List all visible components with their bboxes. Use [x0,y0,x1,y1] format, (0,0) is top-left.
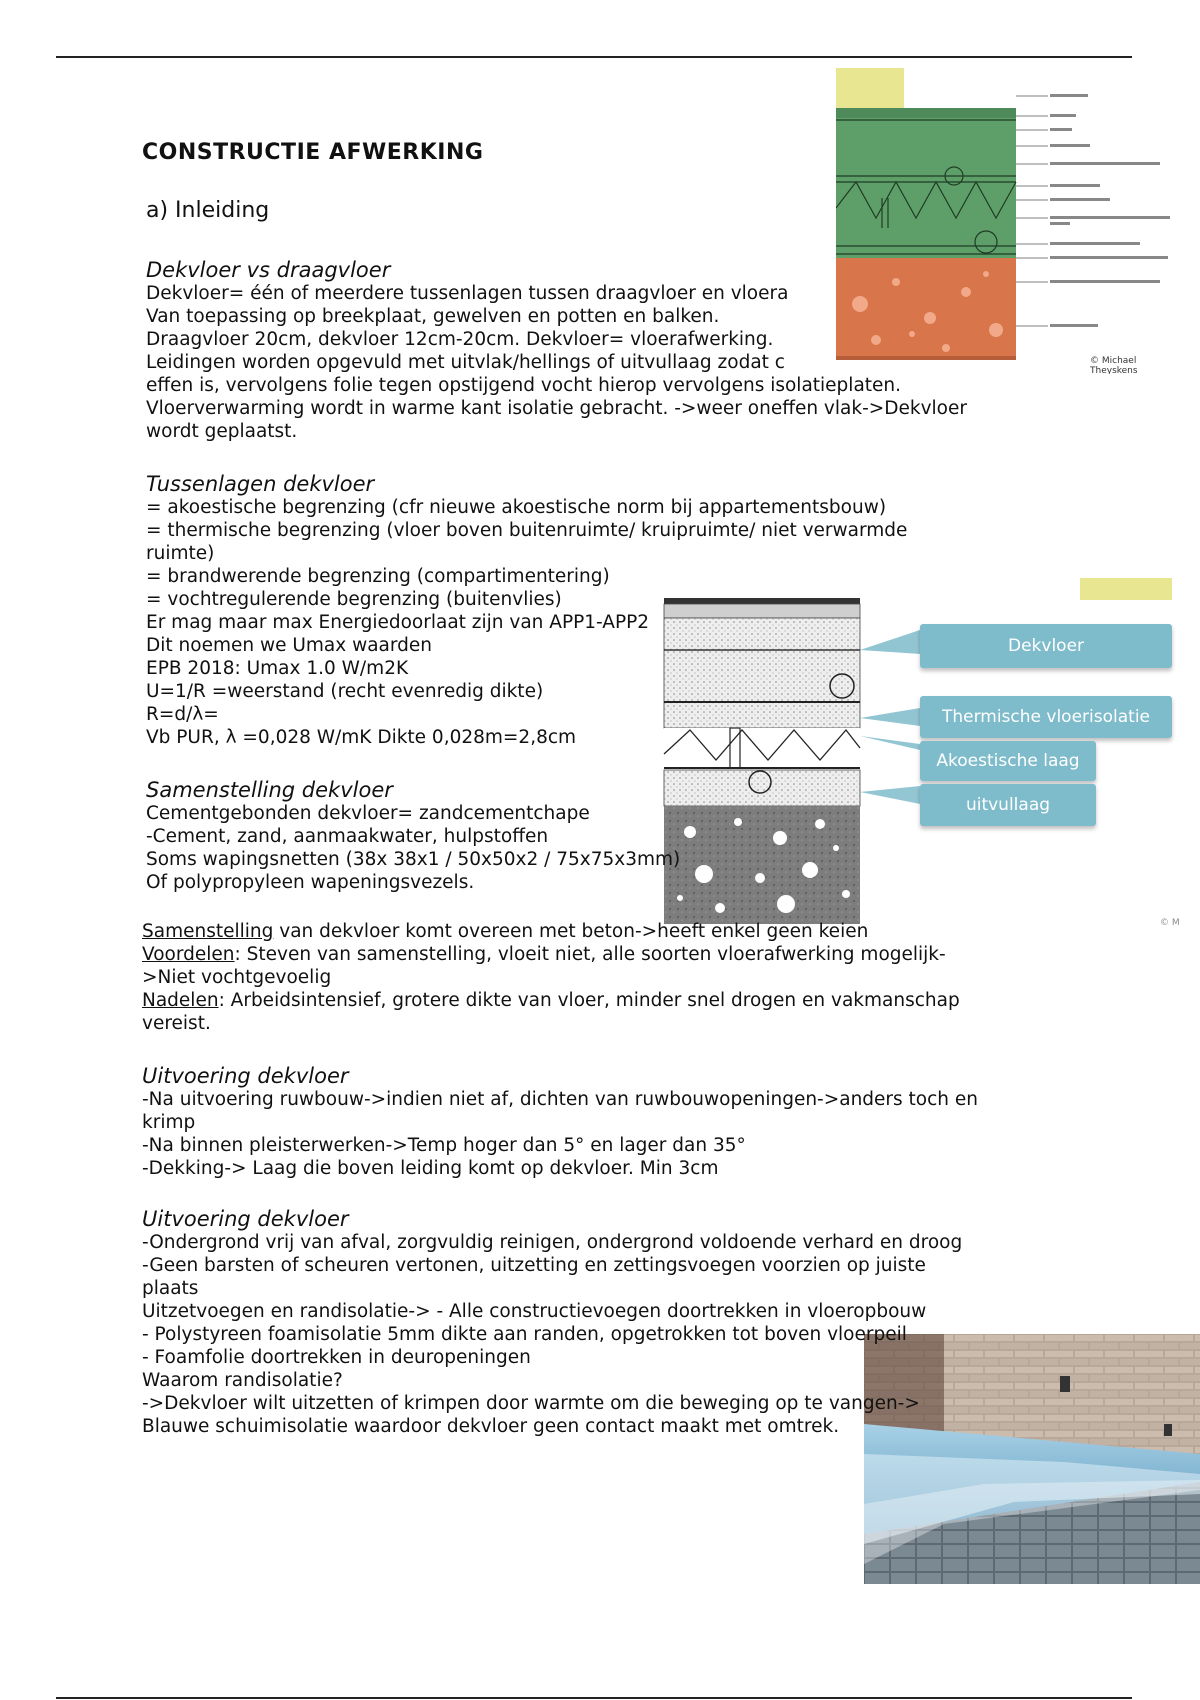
nadelen-line [142,989,960,1012]
text-line: Vb PUR, λ =0,028 W/mK Dikte 0,028m=2,8cm [146,727,577,748]
text-line: Van toepassing op breekplaat, gewelven en potten en balken. [146,306,720,327]
text-line: Vloerverwarming wordt in warme kant isolatie gebracht. ->weer oneffen vlak->Dekvloer [146,398,967,419]
green-layer [836,118,1016,258]
nadelen-text: : Arbeidsintensief, grotere dikte van vloer, minder snel drogen en vakmanschap [218,990,960,1011]
text-line: Of polypropyleen wapeningsvezels. [146,872,475,893]
callout-dekvloer: Dekvloer [920,624,1172,668]
bottom-rule [56,1697,1132,1699]
text-line: Cementgebonden dekvloer= zandcementchape [146,803,590,824]
text-line: Blauwe schuimisolatie waardoor dekvloer geen contact maakt met omtrek. [142,1416,840,1437]
text-line: R=d/λ= [146,704,219,725]
document-title: CONSTRUCTIE AFWERKING [142,140,484,165]
text-line: Uitzetvoegen en randisolatie-> - Alle constructievoegen doortrekken in vloeropbouw [142,1301,927,1322]
text-line: >Niet vochtgevoelig [142,967,332,988]
text-line: -Cement, zand, aanmaakwater, hulpstoffen [146,826,549,847]
callout-akoestische-laag: Akoestische laag [920,741,1096,781]
text-line: krimp [142,1112,196,1133]
text-line: -Na uitvoering ruwbouw->indien niet af, dichten van ruwbouwopeningen->anders toch en [142,1089,978,1110]
text-line: - Foamfolie doortrekken in deuropeningen [142,1347,531,1368]
section-uitvoering-2 [142,1207,962,1438]
text-line: -Dekking-> Laag die boven leiding komt op dekvloer. Min 3cm [142,1158,719,1179]
text-line: -Na binnen pleisterwerken->Temp hoger dan 5° en lager dan 35° [142,1135,746,1156]
section-heading: Dekvloer vs draagvloer [146,258,391,282]
text-line: = vochtregulerende begrenzing (buitenvlies) [146,589,562,610]
section-tussenlagen [146,472,907,749]
text-line: Leidingen worden opgevuld met uitvlak/hellings of uitvullaag zodat c [146,352,785,373]
section-heading: Uitvoering dekvloer [142,1207,349,1231]
nadelen-label: Nadelen [142,990,219,1011]
subheading-inleiding: a) Inleiding [146,198,270,223]
section-dekvloer-vs-draagvloer [146,258,967,443]
text-line: ruimte) [146,543,215,564]
section-heading: Samenstelling dekvloer [146,778,393,802]
figure1-credit: © Michael Theyskens [1090,356,1138,374]
text-line: = thermische begrenzing (vloer boven buitenruimte/ kruipruimte/ niet verwarmde [146,520,908,541]
text-line: Dekvloer= één of meerdere tussenlagen tussen draagvloer en vloera [146,283,789,304]
text-line: wordt geplaatst. [146,421,298,442]
text-line: Waarom randisolatie? [142,1370,343,1391]
figure2-credit: © M [1160,918,1180,926]
voordelen-text: : Steven van samenstelling, vloeit niet, alle soorten vloerafwerking mogelijk- [234,944,946,965]
text-line: Soms wapingsnetten (38x 38x1 / 50x50x2 / 75x75x3mm) [146,849,681,870]
text-line: Draagvloer 20cm, dekvloer 12cm-20cm. Dekvloer= vloerafwerking. [146,329,774,350]
section-heading: Tussenlagen dekvloer [146,472,375,496]
voordelen-line [142,943,960,966]
text-line: Dit noemen we Umax waarden [146,635,433,656]
text-line: effen is, vervolgens folie tegen opstijgend vocht hierop vervolgens isolatieplaten. [146,375,902,396]
section-samenstelling [146,778,680,894]
text-line: ->Dekvloer wilt uitzetten of krimpen door warmte om die beweging op te vangen-> [142,1393,920,1414]
callout-uitvullaag: uitvullaag [920,784,1096,826]
section-eigenschappen [142,920,960,1035]
callout-thermische-vloerisolatie: Thermische vloerisolatie [920,696,1172,738]
voordelen-label: Voordelen [142,944,235,965]
text-line: = akoestische begrenzing (cfr nieuwe akoestische norm bij appartementsbouw) [146,497,887,518]
text-line: vereist. [142,1013,211,1034]
samenstelling-line [142,920,960,943]
text-line: EPB 2018: Umax 1.0 W/m2K [146,658,409,679]
samenstelling-label: Samenstelling [142,921,274,942]
text-line: -Ondergrond vrij van afval, zorgvuldig reinigen, ondergrond voldoende verhard en droog [142,1232,963,1253]
text-line: plaats [142,1278,199,1299]
text-line: = brandwerende begrenzing (compartimentering) [146,566,610,587]
section-heading: Uitvoering dekvloer [142,1064,349,1088]
text-line: - Polystyreen foamisolatie 5mm dikte aan randen, opgetrokken tot boven vloerpeil [142,1324,907,1345]
text-line: Er mag maar max Energiedoorlaat zijn van APP1-APP2 [146,612,650,633]
section-uitvoering-1 [142,1064,978,1180]
top-rule [56,56,1132,58]
text-line: -Geen barsten of scheuren vertonen, uitzetting en zettingsvoegen voorzien op juiste [142,1255,926,1276]
text-line: U=1/R =weerstand (recht evenredig dikte) [146,681,544,702]
samenstelling-text: van dekvloer komt overeen met beton->heeft enkel geen keien [273,921,869,942]
yellow-highlight-2 [1080,578,1172,600]
